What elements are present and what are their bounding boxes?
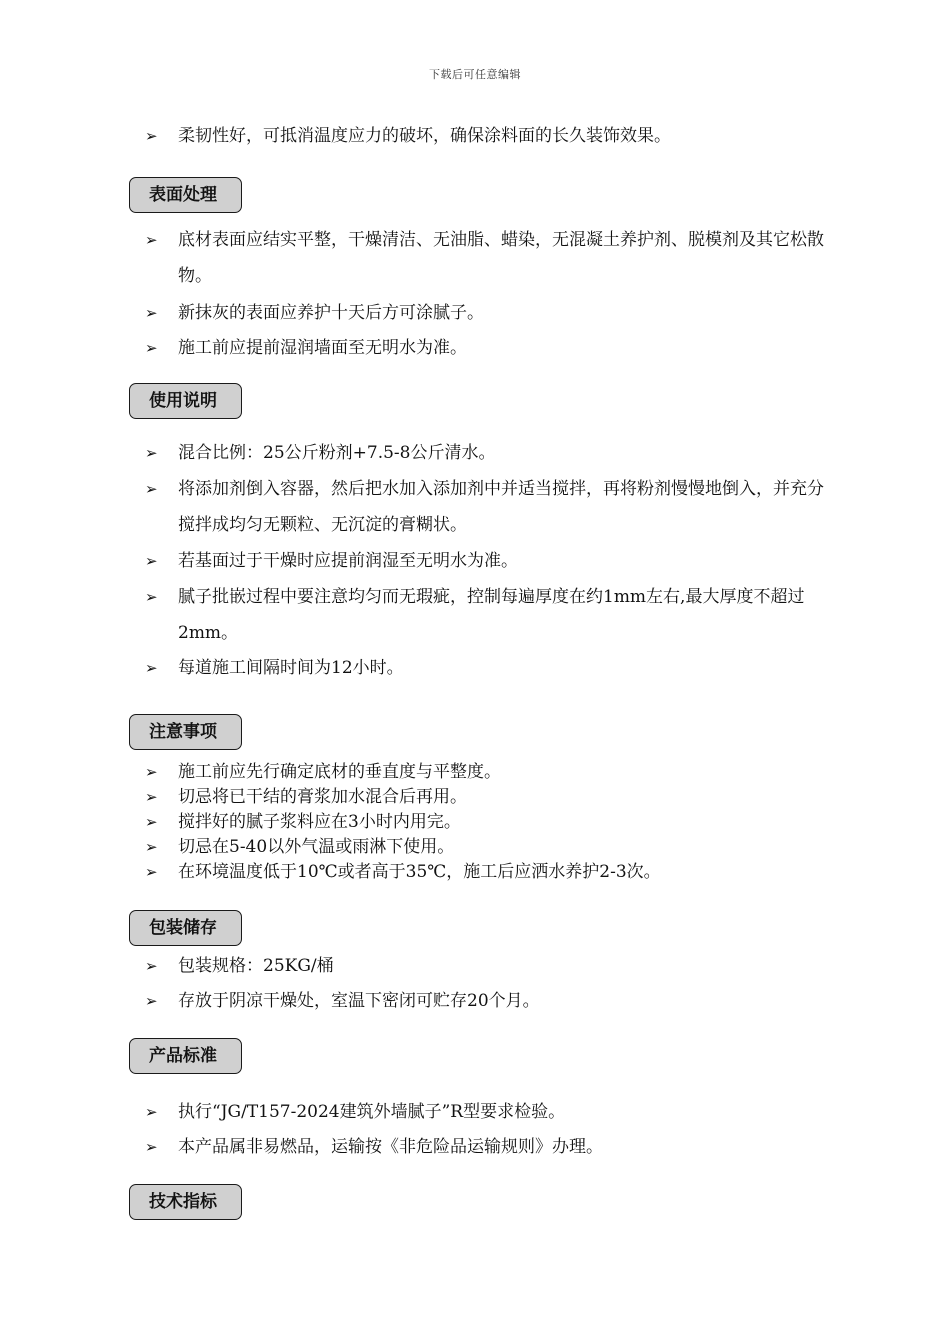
list-item: ➢ 切忌将已干结的膏浆加水混合后再用。 [145,785,825,810]
list-item: ➢ 混合比例：25公斤粉剂+7.5-8公斤清水。 [145,435,825,471]
arrow-bullet-icon: ➢ [145,763,158,781]
section-heading: 使用说明 [129,383,242,419]
section-heading: 产品标准 [129,1038,242,1074]
arrow-bullet-icon: ➢ [145,480,158,498]
list-item: ➢ 搅拌好的腻子浆料应在3小时内用完。 [145,810,825,835]
arrow-bullet-icon: ➢ [145,588,158,606]
arrow-bullet-icon: ➢ [145,552,158,570]
arrow-bullet-icon: ➢ [145,1138,158,1156]
section-heading: 注意事项 [129,714,242,750]
list-item: ➢ 在环境温度低于10℃或者高于35℃，施工后应洒水养护2-3次。 [145,860,825,885]
page-header-note: 下载后可任意编辑 [429,68,521,81]
arrow-bullet-icon: ➢ [145,339,158,357]
arrow-bullet-icon: ➢ [145,127,158,145]
section-heading: 包装储存 [129,910,242,946]
list-item: ➢ 若基面过于干燥时应提前润湿至无明水为准。 [145,543,825,579]
list-item: ➢ 执行“JG/T157-2024建筑外墙腻子”R型要求检验。 [145,1094,825,1130]
arrow-bullet-icon: ➢ [145,863,158,881]
list-item: ➢ 施工前应提前湿润墙面至无明水为准。 [145,330,825,366]
list-item: ➢ 本产品属非易燃品，运输按《非危险品运输规则》办理。 [145,1129,825,1165]
list-item: ➢ 包装规格：25KG/桶 [145,948,825,984]
section-heading: 技术指标 [129,1184,242,1220]
arrow-bullet-icon: ➢ [145,659,158,677]
list-item: ➢ 新抹灰的表面应养护十天后方可涂腻子。 [145,295,825,331]
arrow-bullet-icon: ➢ [145,1103,158,1121]
list-item: ➢ 柔韧性好，可抵消温度应力的破坏，确保涂料面的长久装饰效果。 [145,118,825,154]
arrow-bullet-icon: ➢ [145,304,158,322]
section-heading: 表面处理 [129,177,242,213]
arrow-bullet-icon: ➢ [145,788,158,806]
list-item: ➢ 每道施工间隔时间为12小时。 [145,650,825,686]
list-item: ➢ 存放于阴凉干燥处，室温下密闭可贮存20个月。 [145,983,825,1019]
arrow-bullet-icon: ➢ [145,957,158,975]
arrow-bullet-icon: ➢ [145,813,158,831]
list-item: ➢ 施工前应先行确定底材的垂直度与平整度。 [145,760,825,785]
list-item: ➢ 将添加剂倒入容器，然后把水加入添加剂中并适当搅拌，再将粉剂慢慢地倒入，并充分搅拌成均匀无颗粒、无沉淀的膏糊状。 [145,471,825,543]
arrow-bullet-icon: ➢ [145,992,158,1010]
arrow-bullet-icon: ➢ [145,444,158,462]
list-item: ➢ 切忌在5-40以外气温或雨淋下使用。 [145,835,825,860]
arrow-bullet-icon: ➢ [145,231,158,249]
arrow-bullet-icon: ➢ [145,838,158,856]
list-item: ➢ 腻子批嵌过程中要注意均匀而无瑕疵，控制每遍厚度在约1mm左右,最大厚度不超过2mm。 [145,579,825,651]
list-item: ➢ 底材表面应结实平整，干燥清洁、无油脂、蜡染，无混凝土养护剂、脱模剂及其它松散物。 [145,222,825,294]
